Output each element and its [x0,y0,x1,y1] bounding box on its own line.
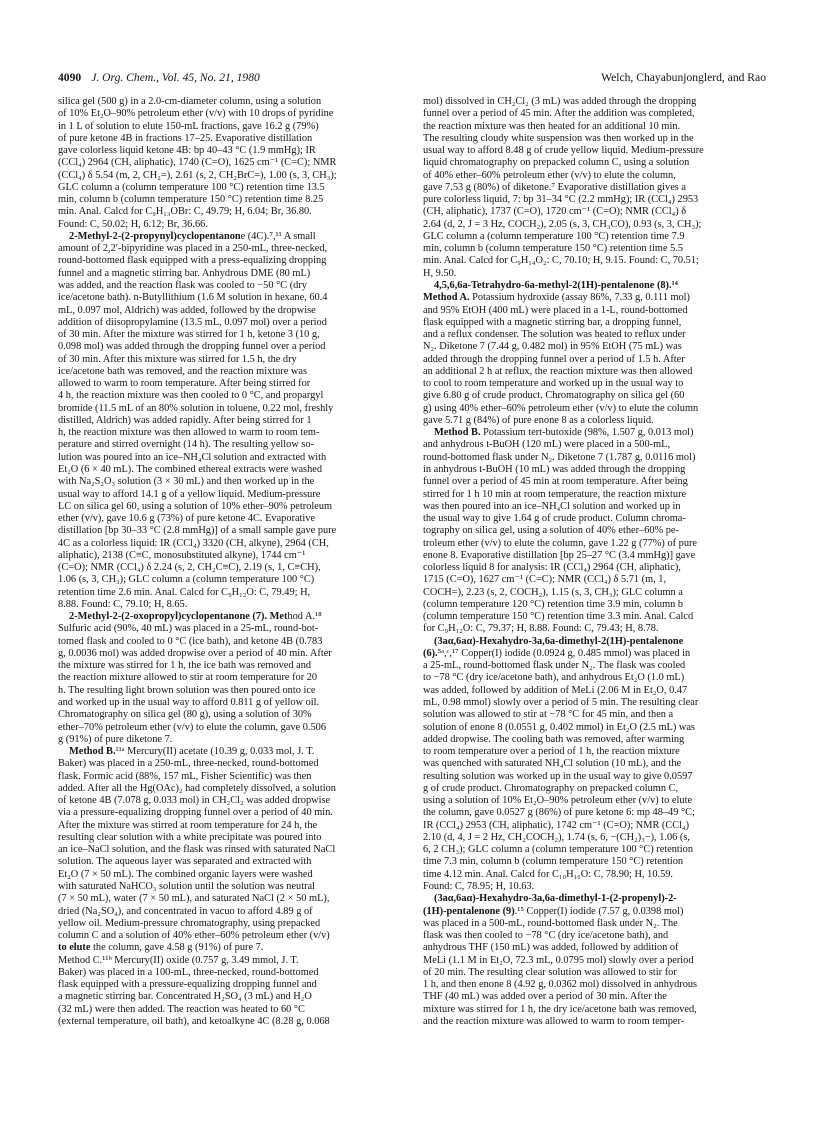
left-column [58,96,402,1028]
text-line: enone 8. Evaporative distillation [bp 25–27 °C (3.4 mmHg)] gave [423,549,696,561]
text-line: allowed to warm to room temperature. After being stirred for [58,378,311,390]
text-line: to cool to room temperature and worked up in the usual way to [423,378,684,390]
text-line: THF (40 mL) was added over a period of 30 min. After the [423,991,667,1003]
text-line: Method C.¹¹ᵇ Mercury(II) oxide (0.757 g, 3.49 mmol, J. T. [58,954,299,966]
text-line: and worked up in the usual way to afford 0.811 g of yellow oil. [58,697,320,709]
text-line: in anhydrous t-BuOH (10 mL) was added through the dropping [423,463,686,475]
text-line: with Na₂S₂O₃ solution (3 × 30 mL) and then worked up in the [58,476,315,488]
text-line: 2-Methyl-2-(2-oxopropyl)cyclopentanone (7). Method A.¹⁸ [69,611,322,623]
text-line: mL, 0.98 mmol) slowly over a period of 5 min. The resulting clear [423,697,699,709]
header-left [58,70,260,86]
text-line: flask equipped with a pressure-equalizing dropping funnel and [58,979,317,991]
text-line: ether–70% petroleum ether (v/v) to elute the column, gave 0.506 [58,721,326,733]
text-line: added through the dropping funnel over a period of 1.5 h. After [423,353,685,365]
text-line: of ketone 4B (7.078 g, 0.033 mol) in CH₂Cl₂ was added dropwise [58,795,331,807]
text-line: troleum ether (v/v) to elute the column, gave 1.22 g (77%) of pure [423,537,698,549]
text-line: (6).⁵ᵃ,ᶜ,¹⁷ Copper(I) iodide (0.0924 g, 0.485 mmol) was placed in [423,647,691,659]
text-line: (CCl₄) δ 5.54 (m, 2, CH₂=), 2.61 (s, 2, CH₂BrC=), 1.00 (s, 3, CH₃); [58,169,337,181]
text-line: Method A. Potassium hydroxide (assay 86%, 7.33 g, 0.111 mol) [423,292,691,304]
text-line: Baker) was placed in a 250-mL, three-necked, round-bottomed [58,758,319,770]
text-line: After the mixture was stirred at room temperature for 24 h, the [58,819,318,831]
text-line: amount of 2,2′-bipyridine was placed in a 250-mL, three-necked, [58,243,328,255]
text-line: MeLi (1.1 M in Et₂O, 72.3 mL, 0.0795 mol) slowly over a period [423,954,694,966]
text-line: a magnetic stirring bar. Concentrated H₂SO₄ (3 mL) and H₂O [58,991,312,1003]
text-line: LC on silica gel 60, using a solution of 10% ether–90% petroleum [58,500,333,512]
text-line: give 6.80 g of crude product. Chromatography on silica gel (60 [423,390,685,402]
header-authors: Welch, Chayabunjonglerd, and Rao [601,71,766,84]
text-line: g of crude product. Chromatography on prepacked column C, [423,782,679,794]
text-line: 1 h, and then enone 8 (4.92 g, 0.0362 mol) dissolved in anhydrous [423,979,698,991]
text-line: and the reaction mixture was allowed to warm to room temper- [423,1015,685,1027]
text-line: time 4.12 min. Anal. Calcd for C₁₀H₁₆O: C, 78.90; H, 10.59. [423,868,674,880]
text-line: Chromatography on silica gel (80 g), using a solution of 30% [58,709,312,721]
text-line: Et₂O (7 × 50 mL). The combined organic layers were washed [58,868,313,880]
text-line: 0.098 mol) was added through the dropping funnel over a period [58,341,326,353]
text-line: ice/acetone bath was removed, and the reaction mixture was [58,365,308,377]
text-line: 1715 (C=O), 1627 cm⁻¹ (C=C); NMR (CCl₄) δ 5.71 (m, 1, [423,574,667,586]
text-line: min. Anal. Calcd for C₉H₁₄O₂: C, 70.10; H, 9.15. Found: C, 70.51; [423,255,699,267]
text-line: round-bottomed flask equipped with a press-equalizing dropping [58,255,327,267]
text-line: an additional 2 h at reflux, the reaction mixture was then allowed [423,365,693,377]
text-line: usual way to afford 8.48 g of crude yellow liquid. Medium-pressure [423,145,704,157]
text-line: distilled, Aldrich) was added rapidly. After being stirred for 1 [58,414,312,426]
text-line: the reaction mixture allowed to stir at room temperature for 20 [58,672,318,684]
text-line: solution was allowed to stir at −78 °C for 45 min, and then a [423,709,674,721]
text-line: the mixture was stirred for 1 h, the ice bath was removed and [58,660,312,672]
text-line: via a pressure-equalizing dropping funnel over a period of 40 min. [58,807,333,819]
text-line: funnel over a period of 45 min at room temperature. After being [423,476,688,488]
text-line: of 30 min. After the mixture was stirred for 1 h, ketone 3 (10 g, [58,329,320,341]
text-line: Baker) was placed in a 100-mL, three-necked, round-bottomed [58,966,319,978]
text-line: addition of diisopropylamine (13.5 mL, 0.097 mol) over a period [58,316,327,328]
text-line: stirred for 1 h 10 min at room temperature, the reaction mixture [423,488,687,500]
text-line: the column, gave 0.0527 g (86%) of pure ketone 6: mp 48–49 °C; [423,807,695,819]
text-line: Et₂O (6 × 40 mL). The combined ethereal extracts were washed [58,463,323,475]
text-line: of 10% Et₂O–90% petroleum ether (v/v) with 10 drops of pyridine [58,108,334,120]
text-line: gave 5.71 g (84%) of pure enone 8 as a colorless liquid. [423,414,654,426]
text-line: h. The resulting light brown solution was then poured onto ice [58,684,316,696]
text-line: solution of enone 8 (0.0551 g, 0.402 mmol) in Et₂O (2.5 mL) was [423,721,695,733]
text-line: dried (Na₂SO₄), and concentrated in vacuo to afford 4.89 g of [58,905,313,917]
text-line: g) using 40% ether–60% petroleum ether (v/v) to elute the column [423,402,699,414]
text-line: gave 7.53 g (80%) of diketone.⁷ Evaporative distillation gives a [423,181,686,193]
text-line: resulting clear solution with a white precipitate was poured into [58,831,322,843]
running-header [58,70,766,86]
text-line: of 40% ether–60% petroleum ether (v/v) to elute the column, [423,169,676,181]
text-line: tomed flask and cooled to 0 °C (ice bath), and ketone 4B (0.783 [58,635,323,647]
text-line: using a solution of 10% Et₂O–90% petroleum ether (v/v) to elute [423,795,693,807]
text-line: H, 9.50. [423,267,457,279]
text-line: (CCl₄) 2964 (CH, aliphatic), 1740 (C=O), 1625 cm⁻¹ (C=C); NMR [58,157,337,169]
text-line: silica gel (500 g) in a 2.0-cm-diameter column, using a solution [58,96,322,107]
text-line: mol) dissolved in CH₂Cl₂ (3 mL) was added through the dropping [423,96,697,107]
text-line: liquid chromatography on prepacked column C, using a solution [423,157,690,169]
text-line: colorless liquid 8 for analysis: IR (CCl₄) 2964 (CH, aliphatic), [423,562,681,574]
text-line: usual way to afford 14.1 g of a yellow liquid. Medium-pressure [58,488,321,500]
text-line: was placed in a 500-mL, round-bottomed flask under N₂. The [423,917,678,929]
text-line: 2-Methyl-2-(2-propynyl)cyclopentanone (4C).⁷,¹¹ A small [69,230,316,242]
text-line: (1H)-pentalenone (9).¹⁵ Copper(I) iodide (7.57 g, 0.0398 mol) [423,905,684,917]
text-line: was quenched with saturated NH₄Cl solution (10 mL), and the [423,758,682,770]
text-line: time 7.3 min, column b (column temperature 150 °C) retention [423,856,684,868]
text-line: 2.64 (d, 2, J = 3 Hz, COCH₂), 2.05 (s, 3, CH₃CO), 0.93 (s, 3, CH₃); [423,218,702,230]
text-line: (3aα,6aα)-Hexahydro-3a,6a-dimethyl-1-(2-propenyl)-2- [434,893,677,905]
text-line: (column temperature 120 °C) retention time 3.9 min, column b [423,598,684,610]
page-number: 4090 [58,71,82,84]
text-line: COCH=), 2.23 (s, 2, COCH₂), 1.15 (s, 3, CH₃); GLC column a [423,586,683,598]
text-line: funnel over a period of 45 min. After the addition was completed, [423,108,695,120]
text-line: (CH, aliphatic), 1737 (C=O), 1720 cm⁻¹ (C=O); NMR (CCl₄) δ [423,206,687,218]
text-line: the reaction mixture was then heated for an additional 10 min. [423,120,681,132]
text-line: and 95% EtOH (400 mL) were placed in a 1-L, round-bottomed [423,304,688,316]
text-line: yellow oil. Medium-pressure chromatography, using prepacked [58,917,321,929]
text-line: 4C as a colorless liquid: IR (CCl₄) 3320 (CH, alkyne), 2964 (CH, [58,537,329,549]
text-line: IR (CCl₄) 2953 (CH, aliphatic), 1742 cm⁻¹ (C=O); NMR (CCl₄) [423,819,690,831]
text-line: flask. Formic acid (88%, 157 mL, Fisher Scientific) was then [58,770,312,782]
journal-citation: J. Org. Chem., Vol. 45, No. 21, 1980 [91,71,260,84]
text-line: lution was poured into an ice–NH₄Cl solution and extracted with [58,451,327,463]
text-line: tography on silica gel, using a solution of 40% ether–60% pe- [423,525,679,537]
text-line: and anhydrous t-BuOH (120 mL) were placed in a 500-mL, [423,439,671,451]
text-line: ice/acetone bath). n-Butyllithium (1.6 M solution in hexane, 60.4 [58,292,328,304]
text-line: funnel and a magnetic stirring bar. Anhydrous DME (80 mL) [58,267,311,279]
text-line: min, column b (column temperature 150 °C) retention time 8.25 [58,194,324,206]
text-line: 4,5,6,6a-Tetrahydro-6a-methyl-2(1H)-pentalenone (8).¹⁴ [434,279,678,291]
text-line: 2.10 (d, 4, J = 2 Hz, CH₂COCH₂), 1.74 (s, 6, −(CH₂)₃−), 1.06 (s, [423,831,690,843]
text-line: N₂. Diketone 7 (7.44 g, 0.482 mol) in 95% EtOH (75 mL) was [423,341,682,353]
text-line: mL, 0.097 mol, Aldrich) was added, followed by the dropwise [58,304,316,316]
text-line: perature and stirred overnight (14 h). The resulting yellow so- [58,439,315,451]
text-line: to room temperature over a period of 1 h, the reaction mixture [423,746,680,758]
text-line: Method B.¹¹ᵃ Mercury(II) acetate (10.39 g, 0.033 mol, J. T. [69,746,315,758]
text-line: (C=O); NMR (CCl₄) δ 2.24 (s, 2, CH₂C≡C), 2.19 (s, 1, C≡CH), [58,562,321,574]
text-line: an ice–NaCl solution, and the flask was rinsed with saturated NaCl [58,844,336,856]
text-line: min. Anal. Calcd for C₉H₁₃OBr: C, 49.79; H, 6.04; Br, 36.80. [58,206,312,218]
text-line: of 30 min. After this mixture was stirred for 1.5 h, the dry [58,353,297,365]
text-line: solution. The aqueous layer was separated and extracted with [58,856,312,868]
text-line: (3aα,6aα)-Hexahydro-3a,6a-dimethyl-2(1H)-pentalenone [434,635,684,647]
text-line: retention time 2.6 min. Anal. Calcd for C₉H₁₂O: C, 79.49; H, [58,586,311,598]
text-line: h, the reaction mixture was then allowed to warm to room tem- [58,427,320,439]
text-line: (column temperature 150 °C) retention time 3.3 min. Anal. Calcd [423,611,694,623]
text-line: Found: C, 50.02; H, 6.12; Br, 36.66. [58,218,208,230]
text-line: added. After all the Hg(OAc)₂ had completely dissolved, a solution [58,782,336,794]
text-line: was added, and the reaction flask was cooled to −50 °C (dry [58,279,307,291]
text-line: The resulting cloudy white suspension was then worked up in the [423,132,694,144]
text-line: (32 mL) were then added. The reaction was heated to 60 °C [58,1003,305,1015]
right-column [423,96,767,1028]
text-line: column C and a solution of 40% ether–60% petroleum ether (v/v) [58,930,330,942]
text-line: Method B. Potassium tert-butoxide (98%, 1.507 g, 0.013 mol) [434,427,694,439]
text-line: flask was then cooled to −78 °C (dry ice/acetone bath), and [423,930,669,942]
text-line: bromide (11.5 mL of an 80% solution in toluene, 0.22 mol, freshly [58,402,334,414]
text-line: 6, 2 CH₃); GLC column a (column temperature 100 °C) retention [423,844,694,856]
text-line: 8.88. Found: C, 79.10; H, 8.65. [58,598,188,610]
text-line: ether (v/v), gave 10.6 g (73%) of pure ketone 4C. Evaporative [58,513,316,525]
text-line: added dropwise. The cooling bath was removed, after warming [423,733,685,745]
text-line: min, column b (column temperature 150 °C) retention time 5.5 [423,243,684,255]
text-line: the usual way to give 1.64 g of crude product. Column chroma- [423,513,686,525]
text-line: of pure ketone 4B in fractions 17–25. Evaporative distillation [58,132,313,144]
text-line: (7 × 50 mL), water (7 × 50 mL), and saturated NaCl (2 × 50 mL), [58,893,330,905]
text-line: with saturated NaHCO₃ solution until the solution was neutral [58,881,315,892]
text-line: 4 h, the reaction mixture was then cooled to 0 °C, and propargyl [58,390,324,402]
text-line: (external temperature, oil bath), and ketoalkyne 4C (8.28 g, 0.068 [58,1015,330,1027]
text-line: aliphatic), 2138 (C≡C, monosubstituted alkyne), 1744 cm⁻¹ [58,549,306,561]
text-line: round-bottomed flask under N₂. Diketone 7 (1.787 g, 0.0116 mol) [423,451,696,463]
text-line: g, 0.0036 mol) was added dropwise over a period of 40 min. After [58,647,332,659]
text-line: of 20 min. The resulting clear solution was allowed to stir for [423,966,677,978]
text-line: for C₉H₁₂O: C, 79.37; H, 8.88. Found: C, 79.43; H, 8.78. [423,623,659,635]
text-line: GLC column a (column temperature 100 °C) retention time 7.9 [423,230,685,242]
text-line: pure colorless liquid, 7: bp 31–34 °C (2.2 mmHg); IR (CCl₄) 2953 [423,194,699,206]
text-line: was added, followed by addition of MeLi (2.06 M in Et₂O, 0.47 [423,684,688,696]
text-line: gave colorless liquid ketone 4B: bp 40–43 °C (1.9 mmHg); IR [58,145,316,157]
text-line: Sulfuric acid (90%, 40 mL) was placed in a 25-mL, round-bot- [58,623,319,635]
text-line: distillation [bp 30–33 °C (2.8 mmHg)] of a small sample gave pure [58,525,337,537]
text-line: to elute the column, gave 4.58 g (91%) of pure 7. [58,942,264,954]
text-line: GLC column a (column temperature 100 °C) retention time 13.5 [58,181,325,193]
text-line: resulting solution was worked up in the usual way to give 0.0597 [423,770,693,782]
text-line: anhydrous THF (150 mL) was added, followed by addition of [423,942,679,954]
text-line: mixture was stirred for 1 h, the dry ice/acetone bath was removed, [423,1003,697,1015]
text-line: flask equipped with a magnetic stirring bar, a dropping funnel, [423,316,682,328]
text-line: to −78 °C (dry ice/acetone bath), and anhydrous Et₂O (1.0 mL) [423,672,685,684]
text-line: g (91%) of pure diketone 7. [58,733,173,745]
text-line: a 25-mL, round-bottomed flask under N₂. The flask was cooled [423,660,686,672]
text-line: was then poured into an ice–NH₄Cl solution and worked up in [423,500,681,512]
text-line: in 1 L of solution to elute 150-mL fractions, gave 16.2 g (79%) [58,120,319,132]
text-line: Found: C, 78.95; H, 10.63. [423,881,535,892]
text-line: and a reflux condenser. The solution was heated to reflux under [423,329,686,341]
text-line: 1.06 (s, 3, CH₃); GLC column a (column temperature 100 °C) [58,574,315,586]
